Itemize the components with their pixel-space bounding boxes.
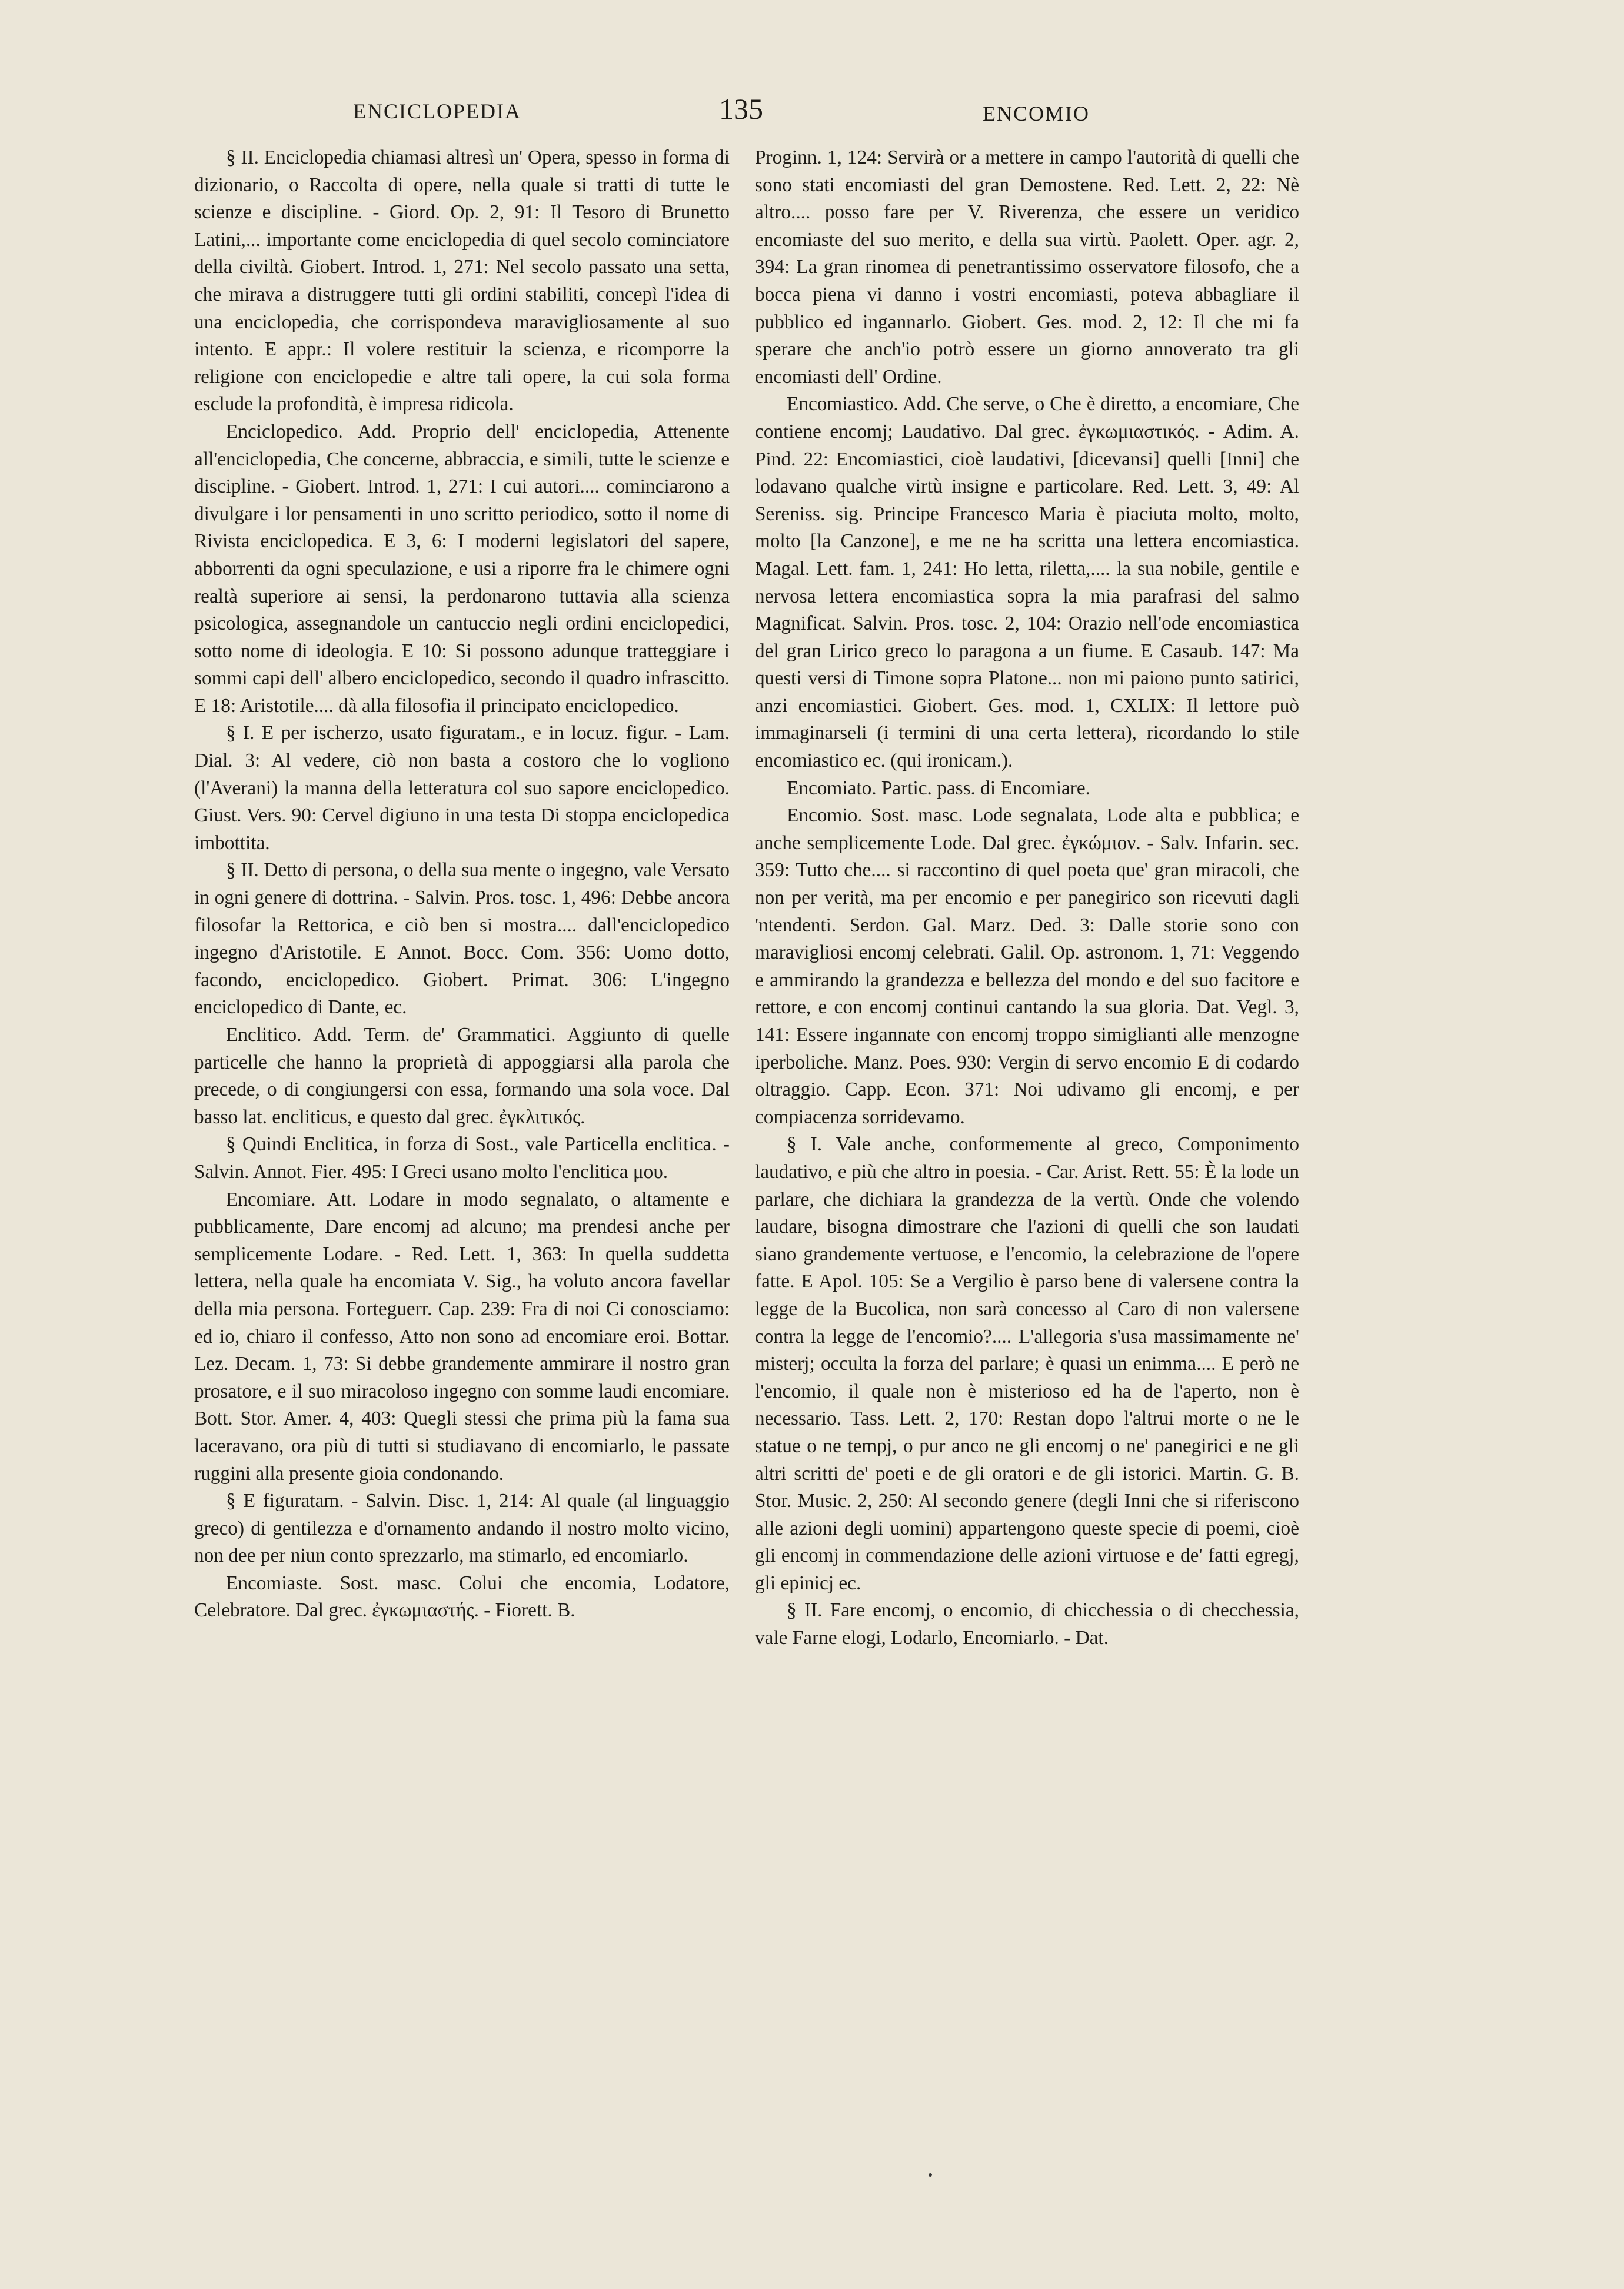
entry-encomiaste: Encomiaste. Sost. masc. Colui che encomia, Lodatore, Celebratore. Dal grec. ἐγκωμιαστής. - Fiorett. B. [194, 1572, 730, 1622]
entry-encomio-sense-1: § I. Vale anche, conformemente al greco, Componimento laudativo, e più che altro in poesia. - Car. Arist. Rett. 55: È la lode un parlare, che dichiara la grandezza de la vertù. Onde che volendo laudare, bisogna dimostrare che l'azioni di quelli che son laudati siano grandemente vertuose, e l'encomio, la celebrazione de l'opere fatte. E Apol. 105: Se a Vergilio è parso bene di valersene contra la legge de la Bucolica, non sarà concesso al Caro di non valersene contra la legge de l'encomio?.... L'allegoria s'usa massimamente ne' misterj; occulta la forza del parlare; è quasi un enimma.... E però ne l'encomio, il quale non è misterioso ed ha de l'aperto, non è necessario. Tass. Lett. 2, 170: Restan dopo l'altrui morte o ne le statue o ne tempj, o pur anco ne gli encomj o ne' panegirici e ne gli altri scritti de' poeti e de gli oratori e de gli istorici. Martin. G. B. Stor. Music. 2, 250: Al secondo genere (degli Inni che si riferiscono alle azioni degli uomini) appartengono queste specie di poemi, cioè gli encomj in commendazione delle azioni virtuose e de' fatti egregj, gli epinicj ec. [755, 1133, 1299, 1594]
entry-encomiare-figurative: § E figuratam. - Salvin. Disc. 1, 214: Al quale (al linguaggio greco) di gentilezza e d'ornamento andando il nostro molto vicino, non dee per niun conto sprezzarlo, ma stimarlo, ed encomiarlo. [194, 1490, 730, 1567]
left-column [194, 144, 730, 1625]
entry-enclitica: § Quindi Enclitica, in forza di Sost., vale Particella enclitica. - Salvin. Annot. Fier. 495: I Greci usano molto l'enclitica μου. [194, 1133, 730, 1183]
header-left-guide-word: ENCICLOPEDIA [353, 99, 521, 123]
entry-enciclopedico: Enciclopedico. Add. Proprio dell' enciclopedia, Attenente all'enciclopedia, Che concerne, abbraccia, e simili, tutte le scienze e discipline. - Giobert. Introd. 1, 271: I cui autori.... cominciarono a divulgare i lor pensamenti in uno scritto periodico, sotto il nome di Rivista enciclopedica. E 3, 6: I moderni legislatori del sapere, abborrenti da ogni speculazione, e usi a riporre fra le chimere ogni realtà superiore ai sensi, la perdonarono tuttavia alla scienza psicologica, assegnandole un cantuccio negli ordini enciclopedici, sotto nome di ideologia. E 10: Si possono adunque tratteggiare i sommi capi dell' albero enciclopedico, secondo il quadro infrascitto. E 18: Aristotile.... dà alla filosofia il principato enciclopedico. [194, 420, 730, 717]
header-right-guide-word: ENCOMIO [983, 102, 1090, 125]
ink-speck [929, 2173, 932, 2177]
page-number: 135 [719, 92, 763, 125]
entry-encomio: Encomio. Sost. masc. Lode segnalata, Lode alta e pubblica; e anche semplicemente Lode. Dal grec. ἐγκώμιον. - Salv. Infarin. sec. 359: Tutto che.... si raccontino di quel poeta que' gran miracoli, che non per verità, ma per encomio e per panegirico son ricevuti dagli 'ntendenti. Serdon. Gal. Marz. Ded. 3: Dalle storie sono con maravigliosi encomj celebrati. Galil. Op. astronom. 1, 71: Veggendo e ammirando la grandezza e bellezza del mondo e del suo facitore e rettore, e con encomj continui cantando la sua gloria. Dat. Vegl. 3, 141: Essere ingannate con encomj troppo simiglianti alle menzogne iperboliche. Manz. Poes. 930: Vergin di servo encomio E di codardo oltraggio. Capp. Econ. 371: Noi udivamo gli encomj, e per compiacenza sorridevamo. [755, 804, 1299, 1128]
entry-enciclopedia-sense-2: § II. Enciclopedia chiamasi altresì un' Opera, spesso in forma di dizionario, o Raccolta di opere, nella quale si tratti di tutte le scienze e discipline. - Giord. Op. 2, 91: Il Tesoro di Brunetto Latini,... importante come enciclopedia di quel secolo cominciatore della civiltà. Giobert. Introd. 1, 271: Nel secolo passato una setta, che mirava a distruggere tutti gli ordini stabiliti, concepì l'idea di una enciclopedia, che corrispondeva maravigliosamente al suo intento. E appr.: Il volere restituir la scienza, e ricomporre la religione con enciclopedie e altre tali opere, la cui sola forma esclude la profondità, è impresa ridicola. [194, 147, 730, 415]
entry-enciclopedico-sense-2: § II. Detto di persona, o della sua mente o ingegno, vale Versato in ogni genere di dottrina. - Salvin. Pros. tosc. 1, 496: Debbe ancora filosofar la Rettorica, e ciò ben si mostra.... dall'enciclopedico ingegno d'Aristotile. E Annot. Bocc. Com. 356: Uomo dotto, facondo, enciclopedico. Giobert. Primat. 306: L'ingegno enciclopedico di Dante, ec. [194, 859, 730, 1019]
entry-enciclopedico-sense-1: § I. E per ischerzo, usato figuratam., e in locuz. figur. - Lam. Dial. 3: Al vedere, ciò non basta a costoro che lo vogliono (l'Averani) la manna della letteratura col suo sapore enciclopedico. Giust. Vers. 90: Cervel digiuno in una testa Di stoppa enciclopedica imbottita. [194, 722, 730, 854]
entry-encomiastico: Encomiastico. Add. Che serve, o Che è diretto, a encomiare, Che contiene encomj; Laudativo. Dal grec. ἐγκωμιαστικός. - Adim. A. Pind. 22: Encomiastici, cioè laudativi, [dicevansi] quelli [Inni] che lodavano qualche virtù insigne e particolare. Red. Lett. 3, 49: Al Sereniss. sig. Principe Francesco Maria è piaciuta molto, molto, molto [la Canzone], e me ne ha scritta una lettera encomiastica. Magal. Lett. fam. 1, 241: Ho letta, riletta,.... la sua nobile, gentile e nervosa lettera encomiastica sopra la mia parafrasi del salmo Magnificat. Salvin. Pros. tosc. 2, 104: Orazio nell'ode encomiastica del gran Lirico greco lo paragona a un fiume. E Casaub. 147: Ma questi versi di Timone sopra Platone... non mi paiono punto satirici, anzi encomiastici. Giobert. Ges. mod. 1, CXLIX: Il lettore può immaginarseli (i termini di una certa lettera), ricordando lo stile encomiastico ec. (qui ironicam.). [755, 393, 1299, 772]
entry-encomiare: Encomiare. Att. Lodare in modo segnalato, o altamente e pubblicamente, Dare encomj ad alcuno; ma prendesi anche per semplicemente Lodare. - Red. Lett. 1, 363: In quella suddetta lettera, nella quale ha encomiata V. Sig., ha voluto ancora favellar della mia persona. Forteguerr. Cap. 239: Fra di noi Ci conosciamo: ed io, chiaro il confesso, Atto non sono ad encomiare eroi. Bottar. Lez. Decam. 1, 73: Si debbe grandemente ammirare il nostro gran prosatore, e il suo miracoloso ingegno con somme laudi encomiare. Bott. Stor. Amer. 4, 403: Quegli stessi che prima più la fama sua laceravano, ora più di tutti si studiavano di encomiarlo, le passate ruggini alla presente gioia condonando. [194, 1188, 730, 1485]
running-header [194, 88, 1430, 135]
entry-enclitico: Enclitico. Add. Term. de' Grammatici. Aggiunto di quelle particelle che hanno la proprietà di appoggiarsi alla parola che precede, o di congiungersi con essa, formando una sola voce. Dal basso lat. encliticus, e questo dal grec. ἐγκλιτικός. [194, 1024, 730, 1128]
right-column [755, 144, 1299, 1652]
entry-encomio-sense-2: § II. Fare encomj, o encomio, di chicchessia o di checchessia, vale Farne elogi, Lodarlo, Encomiarlo. - Dat. [755, 1599, 1299, 1649]
entry-encomiato: Encomiato. Partic. pass. di Encomiare. [787, 777, 1090, 799]
entry-encomiaste-continued: Proginn. 1, 124: Servirà or a mettere in campo l'autorità di quelli che sono stati encomiasti del gran Demostene. Red. Lett. 2, 22: Nè altro.... posso fare per V. Riverenza, che essere un veridico encomiaste del suo merito, e della sua virtù. Paolett. Oper. agr. 2, 394: La gran rinomea di penetrantissimo osservatore filosofo, che a bocca piena vi danno i vostri encomiasti, poteva abbagliare il pubblico ed ingannarlo. Giobert. Ges. mod. 2, 12: Il che mi fa sperare che anch'io potrò essere un giorno annoverato tra gli encomiasti dell' Ordine. [755, 147, 1299, 388]
